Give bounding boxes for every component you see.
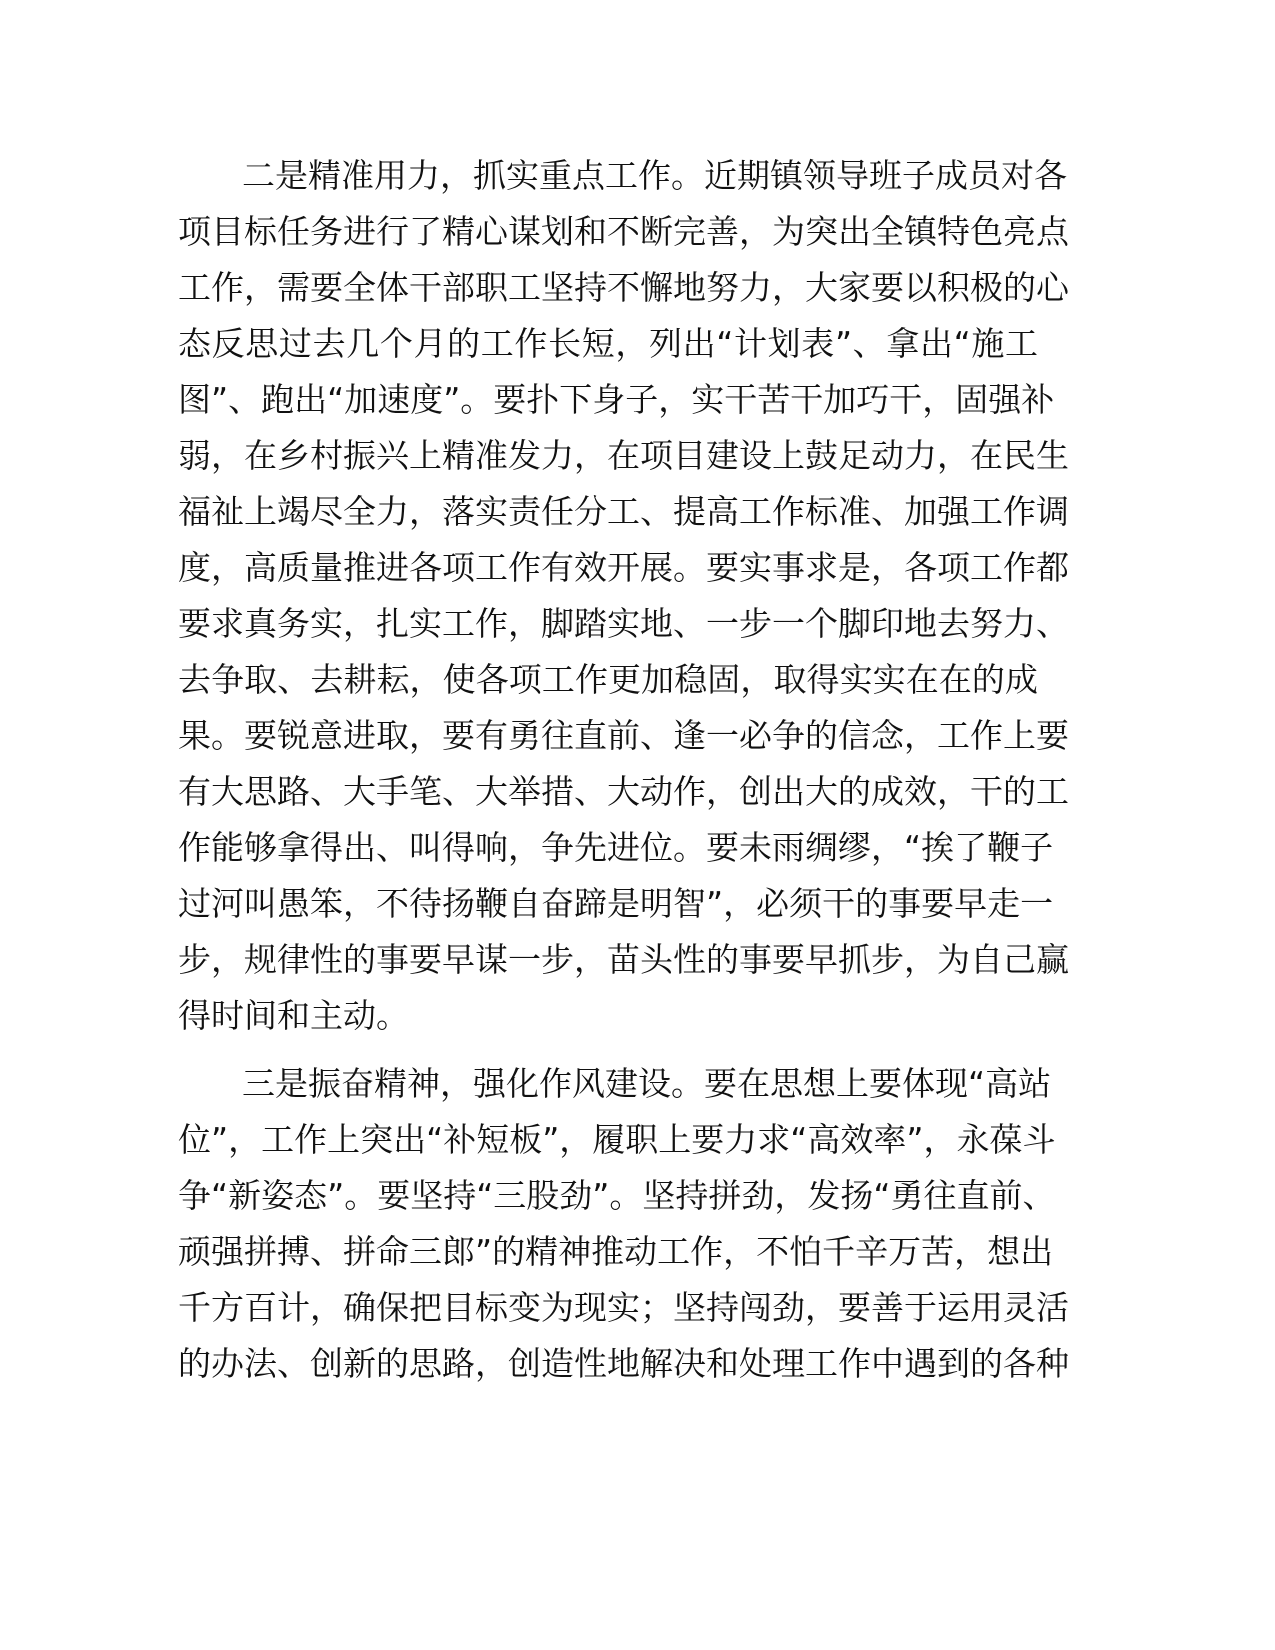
text-line: 度，高质量推进各项工作有效开展。要实事求是，各项工作都 — [178, 548, 1069, 587]
text-line: 步，规律性的事要早谋一步，苗头性的事要早抓步，为自己赢 — [178, 940, 1069, 979]
text-line: 要求真务实，扎实工作，脚踏实地、一步一个脚印地去努力、 — [178, 604, 1069, 643]
text-line: 作能够拿得出、叫得响，争先进位。要未雨绸缪，“挨了鞭子 — [178, 828, 1054, 867]
text-line: 福祉上竭尽全力，落实责任分工、提高工作标准、加强工作调 — [178, 492, 1069, 531]
text-line: 顽强拼搏、拼命三郎”的精神推动工作，不怕千辛万苦，想出 — [178, 1232, 1054, 1271]
text-line: 三是振奋精神，强化作风建设。要在思想上要体现“高站 — [242, 1064, 1052, 1103]
text-line: 工作，需要全体干部职工坚持不懈地努力，大家要以积极的心 — [178, 268, 1069, 307]
text-line: 过河叫愚笨，不待扬鞭自奋蹄是明智”，必须干的事要早走一 — [178, 884, 1054, 923]
text-line: 争“新姿态”。要坚持“三股劲”。坚持拼劲，发扬“勇往直前、 — [178, 1176, 1056, 1215]
text-line: 图”、跑出“加速度”。要扑下身子，实干苦干加巧干，固强补 — [178, 380, 1055, 419]
text-line: 千方百计，确保把目标变为现实；坚持闯劲，要善于运用灵活 — [178, 1288, 1069, 1327]
text-line: 的办法、创新的思路，创造性地解决和处理工作中遇到的各种 — [178, 1344, 1069, 1383]
paragraph-spacer — [178, 1044, 1038, 1056]
text-line: 有大思路、大手笔、大举措、大动作，创出大的成效，干的工 — [178, 772, 1069, 811]
text-line: 去争取、去耕耘，使各项工作更加稳固，取得实实在在的成 — [178, 660, 1038, 699]
paragraph-2 — [178, 148, 1069, 1044]
paragraph-3 — [178, 1056, 1069, 1392]
text-line: 态反思过去几个月的工作长短，列出“计划表”、拿出“施工 — [178, 324, 1038, 363]
text-line: 二是精准用力，抓实重点工作。近期镇领导班子成员对各 — [242, 156, 1067, 195]
text-line: 得时间和主动。 — [178, 996, 409, 1035]
text-line: 位”，工作上突出“补短板”，履职上要力求“高效率”，永葆斗 — [178, 1120, 1056, 1159]
text-line: 弱，在乡村振兴上精准发力，在项目建设上鼓足动力，在民生 — [178, 436, 1069, 475]
text-line: 果。要锐意进取，要有勇往直前、逢一必争的信念，工作上要 — [178, 716, 1069, 755]
text-line: 项目标任务进行了精心谋划和不断完善，为突出全镇特色亮点 — [178, 212, 1069, 251]
document-body — [178, 148, 1069, 1392]
